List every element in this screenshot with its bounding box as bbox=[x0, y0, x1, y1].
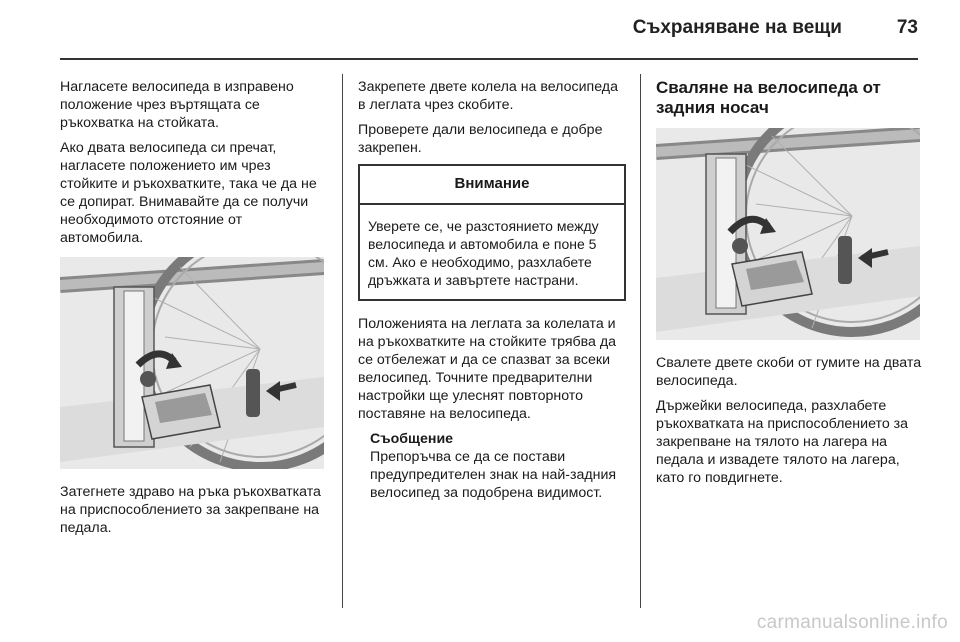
paragraph: Положенията на леглата за колелата и на ръкохватките на стойките трябва да се отбележат и да се спазват за всеки велосипед. Точните предварителни настройки ще улеснят повторното поставяне на велосипеда. bbox=[358, 316, 617, 422]
bike-removal-illustration bbox=[656, 128, 920, 340]
column-divider-1 bbox=[342, 74, 343, 608]
header-rule bbox=[60, 58, 918, 60]
column-2 bbox=[358, 78, 626, 502]
bike-removal-drawing bbox=[656, 128, 920, 340]
page-header-title: Съхраняване на вещи bbox=[632, 17, 842, 38]
column-3 bbox=[656, 78, 922, 494]
paragraph: Закрепете двете колела на велосипеда в леглата чрез скобите. bbox=[358, 79, 618, 113]
note-text: Препоръчва се да се постави предупредителен знак на най-задния велосипед за подобрена видимост. bbox=[370, 449, 617, 501]
illustration-caption: Затегнете здраво на ръка ръкохватката на приспособлението за закрепване на педала. bbox=[60, 484, 321, 536]
pedal-clamp-drawing bbox=[60, 257, 324, 469]
paragraph: Ако двата велосипеда си пречат, нагласете положението им чрез стойките и ръкохватките, така че да не се допират. Внимавайте да се получи необходимото отстояние от автомобила. bbox=[60, 140, 317, 246]
bike-pedal-mount-illustration bbox=[60, 257, 324, 469]
paragraph: Проверете дали велосипеда е добре закрепен. bbox=[358, 122, 603, 156]
warning-text: Уверете се, че разстоянието между велосипеда и автомобила е поне 5 см. Ако е необходимо, разхлабете дръжката и завъртете настрани. bbox=[368, 218, 599, 288]
warning-box bbox=[358, 164, 626, 301]
watermark: carmanualsonline.info bbox=[756, 612, 948, 633]
paragraph: Държейки велосипеда, разхлабете ръкохватката на приспособлението за закрепване на тялото на лагера на педала и извадете тялото на лагера, като го повдигнете. bbox=[656, 398, 909, 486]
paragraph: Нагласете велосипеда в изправено положение чрез въртящата се ръкохватка на стойката. bbox=[60, 79, 294, 131]
warning-title: Внимание bbox=[360, 166, 624, 205]
note-block bbox=[358, 430, 626, 502]
page-number: 73 bbox=[896, 17, 918, 38]
note-label: Съобщение bbox=[370, 431, 454, 447]
column-divider-2 bbox=[640, 74, 641, 608]
paragraph: Свалете двете скоби от гумите на двата велосипеда. bbox=[656, 355, 922, 389]
section-heading: Сваляне на велосипеда от задния носач bbox=[656, 78, 881, 117]
column-1 bbox=[60, 78, 328, 544]
